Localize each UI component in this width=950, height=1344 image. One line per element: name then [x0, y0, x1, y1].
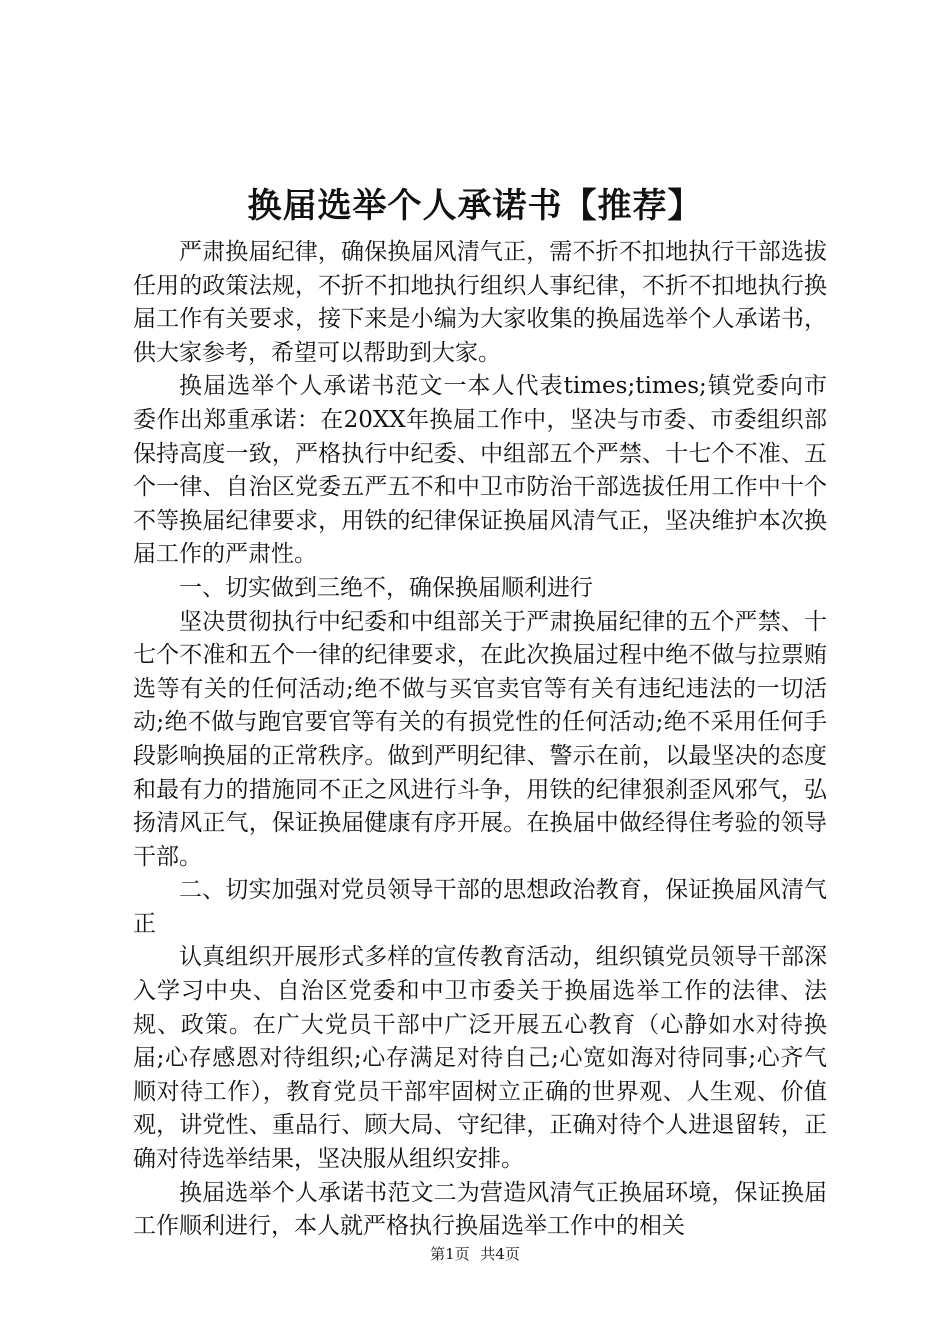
paragraph-intro: 严肃换届纪律，确保换届风清气正，需不折不扣地执行干部选拔任用的政策法规，不折不扣地执行组织人事纪律，不折不扣地执行换届工作有关要求，接下来是小编为大家收集的换届选举个人承诺书，供大家参考，希望可以帮助到大家。	[133, 239, 827, 366]
page-footer	[0, 1244, 950, 1264]
page-total: 共4页	[480, 1245, 520, 1263]
paragraph-sample-two: 换届选举个人承诺书范文二为营造风清气正换届环境，保证换届工作顺利进行，本人就严格执行换届选举工作中的相关	[133, 1179, 827, 1240]
document-title: 换届选举个人承诺书【推荐】	[247, 186, 703, 226]
section-heading-two: 二、切实加强对党员领导干部的思想政治教育，保证换届风清气正	[133, 877, 827, 937]
page-number: 第1页	[430, 1245, 470, 1263]
section-heading-one: 一、切实做到三绝不，确保换届顺利进行	[179, 574, 593, 601]
paragraph-section-two: 认真组织开展形式多样的宣传教育活动，组织镇党员领导干部深入学习中央、自治区党委和中卫市委关于换届选举工作的法律、法规、政策。在广大党员干部中广泛开展五心教育（心静如水对待换届;心存感恩对待组织;心存满足对待自己;心宽如海对待同事;心齐气顺对待工作），教育党员干部牢固树立正确的世界观、人生观、价值观，讲党性、重品行、顾大局、守纪律，正确对待个人进退留转，正确对待选举结果，坚决服从组织安排。	[133, 944, 827, 1173]
paragraph-section-one: 坚决贯彻执行中纪委和中组部关于严肃换届纪律的五个严禁、十七个不准和五个一律的纪律要求，在此次换届过程中绝不做与拉票贿选等有关的任何活动;绝不做与买官卖官等有关有违纪违法的一切活动;绝不做与跑官要官等有关的有损党性的任何活动;绝不采用任何手段影响换届的正常秩序。做到严明纪律、警示在前，以最坚决的态度和最有力的措施同不正之风进行斗争，用铁的纪律狠刹歪风邪气，弘扬清风正气，保证换届健康有序开展。在换届中做经得住考验的领导干部。	[133, 608, 827, 870]
document-body	[133, 236, 827, 1244]
paragraph-sample-one: 换届选举个人承诺书范文一本人代表times;times;镇党委向市委作出郑重承诺：在20XX年换届工作中，坚决与市委、市委组织部保持高度一致，严格执行中纪委、中组部五个严禁、十七个不准、五个一律、自治区党委五严五不和中卫市防治干部选拔任用工作中十个不等换届纪律要求，用铁的纪律保证换届风清气正，坚决维护本次换届工作的严肃性。	[133, 373, 827, 568]
